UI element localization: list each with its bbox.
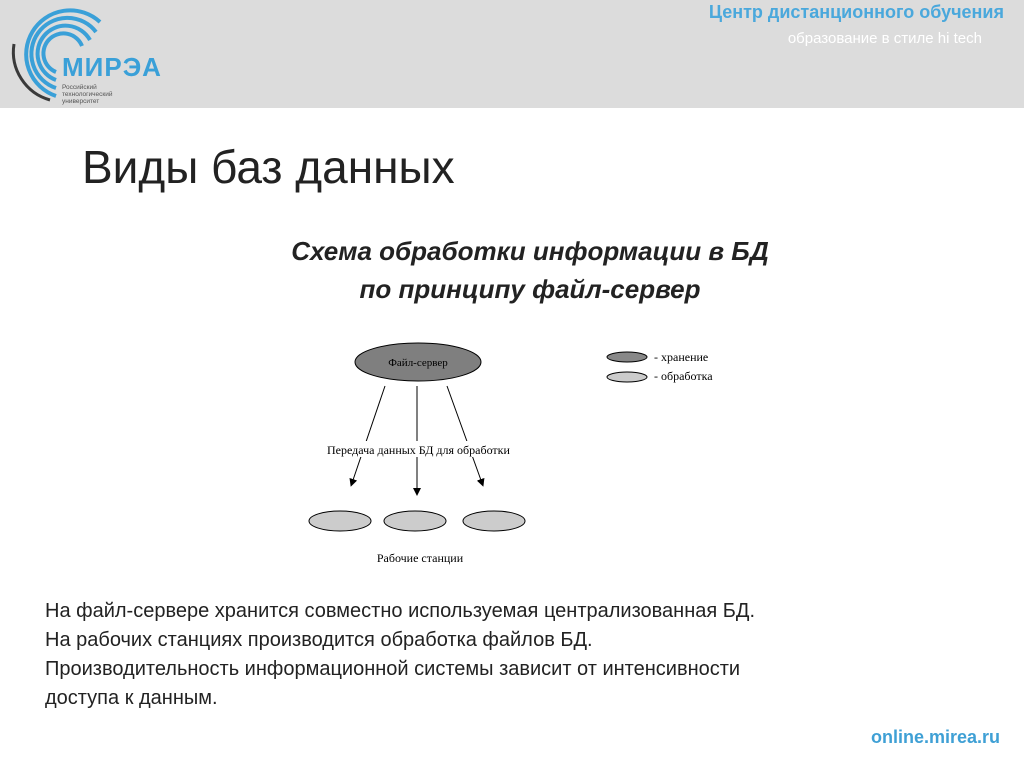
body-line-2: На рабочих станциях производится обработка файлов БД. bbox=[45, 629, 593, 651]
body-line-4: доступа к данным. bbox=[45, 687, 218, 709]
header-title: Центр дистанционного обучения bbox=[708, 2, 1004, 22]
header-subtitle: образование в стиле hi tech bbox=[787, 30, 982, 47]
legend-storage-swatch bbox=[607, 352, 647, 362]
transfer-label: Передача данных БД для обработки bbox=[327, 443, 510, 457]
workstations-label: Рабочие станции bbox=[376, 551, 464, 565]
body-line-3: Производительность информационной системы зависит от интенсивности bbox=[45, 658, 741, 680]
workstation-3 bbox=[463, 511, 525, 531]
file-server-diagram bbox=[290, 330, 740, 570]
subtitle-line-1: Схема обработки информации в БД bbox=[291, 236, 769, 266]
workstation-1 bbox=[309, 511, 371, 531]
legend-processing-label: - обработка bbox=[654, 369, 713, 383]
logo-wordmark: МИРЭА bbox=[62, 52, 162, 82]
slide-subtitle bbox=[0, 232, 1024, 308]
mirea-logo bbox=[4, 4, 174, 104]
header-bar bbox=[0, 0, 1024, 108]
body-line-1: На файл-сервере хранится совместно используемая централизованная БД. bbox=[45, 600, 756, 622]
logo-subtext: Российский технологический университет bbox=[62, 84, 113, 105]
legend-storage-label: - хранение bbox=[654, 350, 709, 364]
workstation-2 bbox=[384, 511, 446, 531]
file-server-label: Файл-сервер bbox=[388, 357, 448, 369]
slide-body-text bbox=[45, 597, 1005, 713]
slide-title: Виды баз данных bbox=[82, 141, 455, 193]
subtitle-line-2: по принципу файл-сервер bbox=[359, 274, 701, 304]
legend-processing-swatch bbox=[607, 372, 647, 382]
footer-url: online.mirea.ru bbox=[870, 727, 1000, 747]
